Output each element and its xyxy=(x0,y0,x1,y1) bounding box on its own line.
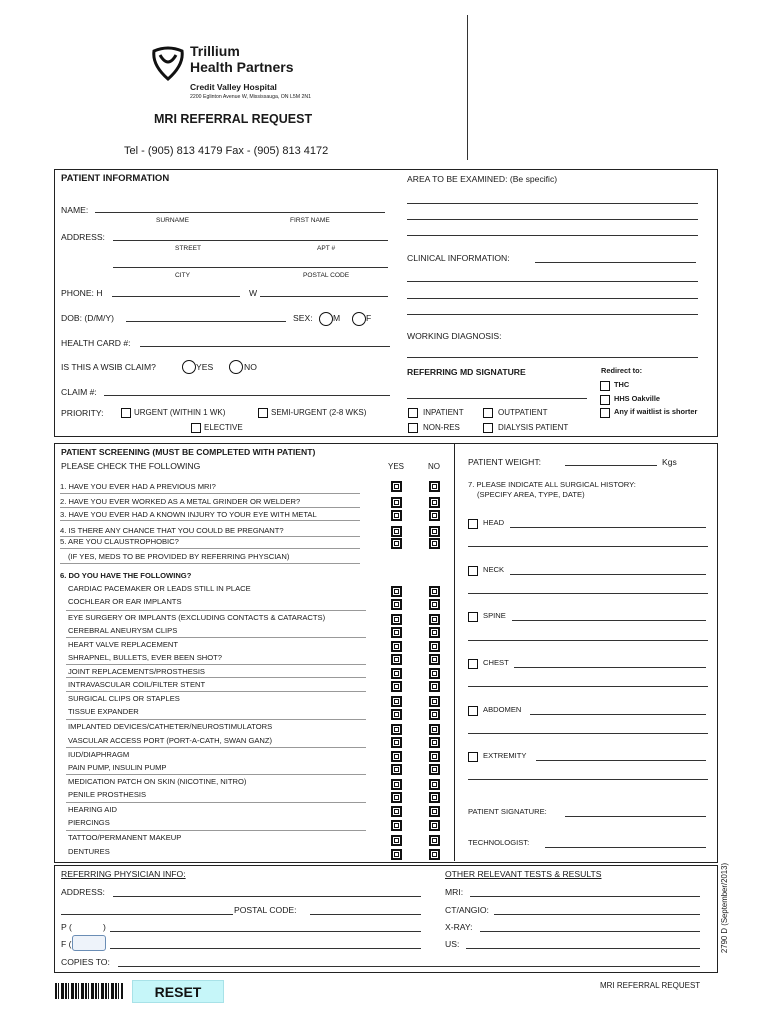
spine-line-1[interactable] xyxy=(512,620,706,621)
q4-no-checkbox[interactable] xyxy=(429,526,440,537)
device-yes-checkbox[interactable] xyxy=(391,709,402,720)
row-separator xyxy=(66,830,366,831)
row-separator xyxy=(60,563,360,564)
question-6: 6. DO YOU HAVE THE FOLLOWING? xyxy=(60,571,192,580)
dialysis-checkbox[interactable] xyxy=(483,423,493,433)
screening-divider xyxy=(454,444,455,861)
name-field[interactable] xyxy=(95,212,385,213)
city-field[interactable] xyxy=(113,267,388,268)
device-item: MEDICATION PATCH ON SKIN (NICOTINE, NITRO) xyxy=(68,777,247,786)
device-yes-checkbox[interactable] xyxy=(391,820,402,831)
apt-caption: APT # xyxy=(317,245,336,252)
barcode xyxy=(55,983,123,999)
question-2: 2. HAVE YOU EVER WORKED AS A METAL GRINDER OR WELDER? xyxy=(60,497,301,506)
inpatient-label: INPATIENT xyxy=(423,408,464,417)
device-item: EYE SURGERY OR IMPLANTS (EXCLUDING CONTACTS & CATARACTS) xyxy=(68,613,326,622)
extremity-label: EXTREMITY xyxy=(483,751,527,760)
physician-fax-label: F ( xyxy=(61,939,72,949)
physician-postal-label: POSTAL CODE: xyxy=(234,905,297,915)
row-separator xyxy=(66,774,366,775)
street-field[interactable] xyxy=(113,240,388,241)
device-yes-checkbox[interactable] xyxy=(391,681,402,692)
area-line-3[interactable] xyxy=(407,235,698,236)
city-caption: CITY xyxy=(175,272,191,279)
physician-address-line[interactable] xyxy=(113,896,421,897)
row-separator xyxy=(66,802,366,803)
technologist-label: TECHNOLOGIST: xyxy=(468,838,530,847)
outpatient-label: OUTPATIENT xyxy=(498,408,548,417)
chest-line-2[interactable] xyxy=(468,686,708,687)
physician-tests-section xyxy=(54,865,718,973)
device-yes-checkbox[interactable] xyxy=(391,779,402,790)
device-no-checkbox[interactable] xyxy=(429,806,440,817)
us-line[interactable] xyxy=(466,948,700,949)
row-separator xyxy=(66,677,366,678)
device-no-checkbox[interactable] xyxy=(429,586,440,597)
reset-button-label: RESET xyxy=(154,984,202,1000)
screening-subheading: PLEASE CHECK THE FOLLOWING xyxy=(61,461,201,471)
device-yes-checkbox[interactable] xyxy=(391,627,402,638)
q5-yes-checkbox[interactable] xyxy=(391,538,402,549)
semi-urgent-checkbox[interactable] xyxy=(258,408,268,418)
xray-label: X-RAY: xyxy=(445,922,473,932)
outpatient-checkbox[interactable] xyxy=(483,408,493,418)
thc-label: THC xyxy=(614,380,630,389)
device-no-checkbox[interactable] xyxy=(429,654,440,665)
waitlist-checkbox[interactable] xyxy=(600,408,610,418)
head-checkbox[interactable] xyxy=(468,519,478,529)
row-separator xyxy=(60,520,360,521)
street-caption: STREET xyxy=(175,245,202,252)
redirect-label: Redirect to: xyxy=(601,366,643,375)
device-no-checkbox[interactable] xyxy=(429,681,440,692)
device-yes-checkbox[interactable] xyxy=(391,614,402,625)
screening-heading: PATIENT SCREENING (MUST BE COMPLETED WITH PATIENT) xyxy=(61,447,316,457)
extremity-checkbox[interactable] xyxy=(468,752,478,762)
name-label: NAME: xyxy=(61,205,89,215)
device-no-checkbox[interactable] xyxy=(429,627,440,638)
clinical-line-2[interactable] xyxy=(407,281,698,282)
physician-heading: REFERRING PHYSICIAN INFO: xyxy=(61,869,186,879)
vertical-fold-line xyxy=(467,15,468,160)
device-item: TISSUE EXPANDER xyxy=(68,707,139,716)
physician-address-line-2[interactable] xyxy=(61,914,233,915)
copies-to-label: COPIES TO: xyxy=(61,957,110,967)
tests-heading: OTHER RELEVANT TESTS & RESULTS xyxy=(445,869,602,879)
area-line-2[interactable] xyxy=(407,219,698,220)
dob-label: DOB: (D/M/Y) xyxy=(61,313,114,323)
phone-work-label: W xyxy=(249,288,258,298)
waitlist-label: Any if waitlist is shorter xyxy=(614,407,698,416)
abdomen-line-2[interactable] xyxy=(468,733,708,734)
neck-checkbox[interactable] xyxy=(468,566,478,576)
row-separator xyxy=(66,719,366,720)
health-card-label: HEALTH CARD #: xyxy=(61,338,131,348)
device-item: HEARING AID xyxy=(68,805,117,814)
claim-label: CLAIM #: xyxy=(61,387,97,397)
device-no-checkbox[interactable] xyxy=(429,792,440,803)
hhs-oakville-label: HHS Oakville xyxy=(614,394,661,403)
footer-form-title: MRI REFERRAL REQUEST xyxy=(600,981,701,990)
neck-line-1[interactable] xyxy=(510,574,706,575)
patient-signature-label: PATIENT SIGNATURE: xyxy=(468,807,547,816)
device-yes-checkbox[interactable] xyxy=(391,668,402,679)
health-card-field[interactable] xyxy=(140,346,390,347)
q1-yes-checkbox[interactable] xyxy=(391,481,402,492)
question-5-note: (IF YES, MEDS TO BE PROVIDED BY REFERRING PHYSCIAN) xyxy=(68,552,290,561)
device-item: PENILE PROSTHESIS xyxy=(68,790,147,799)
device-item: CEREBRAL ANEURYSM CLIPS xyxy=(68,626,178,635)
device-no-checkbox[interactable] xyxy=(429,696,440,707)
sex-label: SEX: xyxy=(293,313,313,323)
device-yes-checkbox[interactable] xyxy=(391,737,402,748)
ct-angio-line[interactable] xyxy=(494,914,700,915)
device-no-checkbox[interactable] xyxy=(429,599,440,610)
row-separator xyxy=(66,747,366,748)
form-code-vertical: 2790 D (September/2013) xyxy=(720,862,730,954)
org-name-line1: Trillium xyxy=(190,43,240,59)
working-diagnosis-label: WORKING DIAGNOSIS: xyxy=(407,331,502,341)
org-name-line2: Health Partners xyxy=(190,59,294,75)
q1-no-checkbox[interactable] xyxy=(429,481,440,492)
device-no-checkbox[interactable] xyxy=(429,779,440,790)
phone-home-field[interactable] xyxy=(112,296,240,297)
inpatient-checkbox[interactable] xyxy=(408,408,418,418)
physician-address-label: ADDRESS: xyxy=(61,887,105,897)
clinical-line-1[interactable] xyxy=(535,262,696,263)
dialysis-label: DIALYSIS PATIENT xyxy=(498,423,569,432)
spine-checkbox[interactable] xyxy=(468,612,478,622)
chest-label: CHEST xyxy=(483,658,509,667)
device-no-checkbox[interactable] xyxy=(429,614,440,625)
form-title: MRI REFERRAL REQUEST xyxy=(154,112,313,126)
reset-button[interactable] xyxy=(132,980,224,1003)
clinical-line-4[interactable] xyxy=(407,314,698,315)
q2-no-checkbox[interactable] xyxy=(429,497,440,508)
trillium-logo-icon xyxy=(150,45,186,81)
q5-no-checkbox[interactable] xyxy=(429,538,440,549)
device-no-checkbox[interactable] xyxy=(429,820,440,831)
device-no-checkbox[interactable] xyxy=(429,641,440,652)
row-separator xyxy=(66,637,366,638)
abdomen-checkbox[interactable] xyxy=(468,706,478,716)
neck-line-2[interactable] xyxy=(468,593,708,594)
sex-male-label: M xyxy=(333,313,341,323)
wsib-yes-radio[interactable] xyxy=(182,360,196,374)
device-item: CARDIAC PACEMAKER OR LEADS STILL IN PLACE xyxy=(68,584,251,593)
question-3: 3. HAVE YOU EVER HAD A KNOWN INJURY TO YOUR EYE WITH METAL xyxy=(60,510,317,519)
patient-weight-label: PATIENT WEIGHT: xyxy=(468,457,542,467)
row-separator xyxy=(60,507,360,508)
first-name-caption: FIRST NAME xyxy=(290,217,330,224)
hhs-oakville-checkbox[interactable] xyxy=(600,395,610,405)
wsib-question: IS THIS A WSIB CLAIM? xyxy=(61,362,156,372)
row-separator xyxy=(60,548,360,549)
device-yes-checkbox[interactable] xyxy=(391,764,402,775)
sex-female-label: F xyxy=(366,313,372,323)
abdomen-line-1[interactable] xyxy=(530,714,706,715)
clinical-info-label: CLINICAL INFORMATION: xyxy=(407,253,510,263)
phone-home-label: PHONE: H xyxy=(61,288,103,298)
extremity-line-1[interactable] xyxy=(536,760,706,761)
fax-area-code-input[interactable] xyxy=(72,935,106,951)
device-item: COCHLEAR OR EAR IMPLANTS xyxy=(68,597,182,606)
hospital-name: Credit Valley Hospital xyxy=(190,82,277,92)
head-line-2[interactable] xyxy=(468,546,708,547)
device-item: DENTURES xyxy=(68,847,110,856)
row-separator xyxy=(66,664,366,665)
device-no-checkbox[interactable] xyxy=(429,764,440,775)
device-item: INTRAVASCULAR COIL/FILTER STENT xyxy=(68,680,206,689)
device-item: VASCULAR ACCESS PORT (PORT-A-CATH, SWAN GANZ) xyxy=(68,736,273,745)
abdomen-label: ABDOMEN xyxy=(483,705,522,714)
device-yes-checkbox[interactable] xyxy=(391,849,402,860)
weight-unit: Kgs xyxy=(662,457,677,467)
urgent-label: URGENT (WITHIN 1 WK) xyxy=(134,408,226,417)
neck-label: NECK xyxy=(483,565,505,574)
device-item: HEART VALVE REPLACEMENT xyxy=(68,640,179,649)
patient-weight-field[interactable] xyxy=(565,465,657,466)
no-column-header: NO xyxy=(428,462,440,471)
surgical-history-sub: (SPECIFY AREA, TYPE, DATE) xyxy=(477,490,585,499)
question-4: 4. IS THERE ANY CHANCE THAT YOU COULD BE PREGNANT? xyxy=(60,526,284,535)
address-label: ADDRESS: xyxy=(61,232,105,242)
thc-checkbox[interactable] xyxy=(600,381,610,391)
wsib-yes-label: YES xyxy=(196,362,214,372)
phone-work-field[interactable] xyxy=(260,296,388,297)
physician-phone-close: ) xyxy=(103,922,106,932)
postal-caption: POSTAL CODE xyxy=(303,272,350,279)
q3-yes-checkbox[interactable] xyxy=(391,510,402,521)
device-yes-checkbox[interactable] xyxy=(391,792,402,803)
device-yes-checkbox[interactable] xyxy=(391,641,402,652)
row-separator xyxy=(60,536,360,537)
wsib-no-radio[interactable] xyxy=(229,360,243,374)
mri-label: MRI: xyxy=(445,887,464,897)
xray-line[interactable] xyxy=(480,931,700,932)
physician-phone-label: P ( xyxy=(61,922,72,932)
nonres-label: NON-RES xyxy=(423,423,460,432)
row-separator xyxy=(66,691,366,692)
device-no-checkbox[interactable] xyxy=(429,849,440,860)
yes-column-header: YES xyxy=(388,462,405,471)
semi-urgent-label: SEMI-URGENT (2-8 WKS) xyxy=(271,408,367,417)
area-line-1[interactable] xyxy=(407,203,698,204)
contact-numbers: Tel - (905) 813 4179 Fax - (905) 813 4172 xyxy=(124,145,329,157)
chest-line-1[interactable] xyxy=(514,667,706,668)
urgent-checkbox[interactable] xyxy=(121,408,131,418)
question-5: 5. ARE YOU CLAUSTROPHOBIC? xyxy=(60,537,179,546)
device-yes-checkbox[interactable] xyxy=(391,599,402,610)
copies-to-line[interactable] xyxy=(118,966,700,967)
device-yes-checkbox[interactable] xyxy=(391,751,402,762)
device-no-checkbox[interactable] xyxy=(429,709,440,720)
elective-checkbox[interactable] xyxy=(191,423,201,433)
mri-line[interactable] xyxy=(470,896,700,897)
q2-yes-checkbox[interactable] xyxy=(391,497,402,508)
device-yes-checkbox[interactable] xyxy=(391,806,402,817)
device-yes-checkbox[interactable] xyxy=(391,835,402,846)
ct-angio-label: CT/ANGIO: xyxy=(445,905,489,915)
sex-female-radio[interactable] xyxy=(352,312,366,326)
device-item: SURGICAL CLIPS OR STAPLES xyxy=(68,694,180,703)
device-item: SHRAPNEL, BULLETS, EVER BEEN SHOT? xyxy=(68,653,223,662)
question-1: 1. HAVE YOU EVER HAD A PREVIOUS MRI? xyxy=(60,482,216,491)
device-item: IMPLANTED DEVICES/CATHETER/NEUROSTIMULATORS xyxy=(68,722,273,731)
chest-checkbox[interactable] xyxy=(468,659,478,669)
row-separator xyxy=(66,610,366,611)
device-yes-checkbox[interactable] xyxy=(391,586,402,597)
physician-phone-line[interactable] xyxy=(110,931,421,932)
diagnosis-line[interactable] xyxy=(407,357,698,358)
wsib-no-label: NO xyxy=(244,362,257,372)
nonres-checkbox[interactable] xyxy=(408,423,418,433)
head-label: HEAD xyxy=(483,518,505,527)
device-no-checkbox[interactable] xyxy=(429,835,440,846)
q4-yes-checkbox[interactable] xyxy=(391,526,402,537)
physician-postal-line[interactable] xyxy=(310,914,421,915)
head-line-1[interactable] xyxy=(510,527,706,528)
spine-line-2[interactable] xyxy=(468,640,708,641)
surgical-history-question: 7. PLEASE INDICATE ALL SURGICAL HISTORY: xyxy=(468,480,636,489)
device-no-checkbox[interactable] xyxy=(429,751,440,762)
row-separator xyxy=(60,493,360,494)
sex-male-radio[interactable] xyxy=(319,312,333,326)
clinical-line-3[interactable] xyxy=(407,298,698,299)
q3-no-checkbox[interactable] xyxy=(429,510,440,521)
device-no-checkbox[interactable] xyxy=(429,724,440,735)
patient-info-heading: PATIENT INFORMATION xyxy=(61,173,170,184)
patient-signature-line[interactable] xyxy=(565,816,706,817)
device-yes-checkbox[interactable] xyxy=(391,654,402,665)
device-yes-checkbox[interactable] xyxy=(391,696,402,707)
elective-label: ELECTIVE xyxy=(204,423,243,432)
device-no-checkbox[interactable] xyxy=(429,668,440,679)
device-no-checkbox[interactable] xyxy=(429,737,440,748)
md-signature-line[interactable] xyxy=(407,398,587,399)
device-item: PAIN PUMP, INSULIN PUMP xyxy=(68,763,167,772)
device-item: JOINT REPLACEMENTS/PROSTHESIS xyxy=(68,667,205,676)
device-item: TATTOO/PERMANENT MAKEUP xyxy=(68,833,182,842)
hospital-address: 2200 Eglinton Avenue W, Mississauga, ON L5M 2N1 xyxy=(190,94,312,100)
priority-label: PRIORITY: xyxy=(61,408,104,418)
dob-field[interactable] xyxy=(126,321,286,322)
extremity-line-2[interactable] xyxy=(468,779,708,780)
claim-field[interactable] xyxy=(104,395,390,396)
spine-label: SPINE xyxy=(483,611,506,620)
md-signature-label: REFERRING MD SIGNATURE xyxy=(407,367,526,377)
surname-caption: SURNAME xyxy=(156,217,189,224)
us-label: US: xyxy=(445,939,460,949)
device-item: IUD/DIAPHRAGM xyxy=(68,750,130,759)
technologist-line[interactable] xyxy=(545,847,706,848)
physician-fax-line[interactable] xyxy=(110,948,421,949)
device-item: PIERCINGS xyxy=(68,818,110,827)
device-yes-checkbox[interactable] xyxy=(391,724,402,735)
area-examined-label: AREA TO BE EXAMINED: (Be specific) xyxy=(407,174,558,184)
